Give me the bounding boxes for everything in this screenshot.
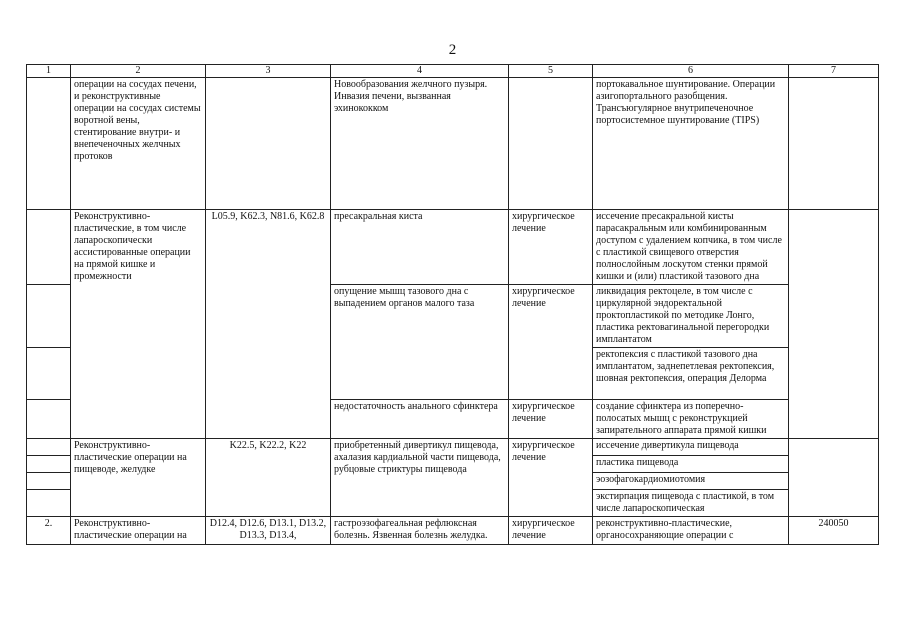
cell-diagnosis: опущение мышц тазового дна с выпадением органов малого таза	[331, 285, 509, 400]
cell-method: пластика пищевода	[593, 456, 789, 473]
cell-method: реконструктивно-пластические, органосохраняющие операции с	[593, 517, 789, 545]
cell-icd-codes: L05.9, K62.3, N81.6, K62.8	[206, 210, 331, 439]
cell-method: портокавальное шунтирование. Операции азигопортального разобщения. Трансъюгулярное внутрипеченочное портосистемное шунтирование (TIPS)	[593, 78, 789, 210]
cell-empty	[27, 456, 71, 473]
cell-norm	[789, 78, 879, 210]
cell-empty	[27, 473, 71, 490]
col-header-2: 2	[71, 65, 206, 78]
cell-norm	[789, 210, 879, 439]
cell-icd-codes	[206, 78, 331, 210]
cell-item-number: 2.	[27, 517, 71, 545]
cell-empty	[27, 285, 71, 348]
header-row	[27, 65, 879, 78]
cell-method: экстирпация пищевода с пластикой, в том числе лапароскопическая	[593, 490, 789, 517]
col-header-5: 5	[509, 65, 593, 78]
cell-norm: 240050	[789, 517, 879, 545]
cell-treatment-type	[509, 78, 593, 210]
cell-treatment-type: хирургическое лечение	[509, 439, 593, 517]
table-row	[27, 439, 879, 456]
cell-empty	[27, 400, 71, 439]
cell-method: эозофагокардиомиотомия	[593, 473, 789, 490]
cell-empty	[27, 210, 71, 285]
cell-treatment-type: хирургическое лечение	[509, 517, 593, 545]
cell-method: ликвидация ректоцеле, в том числе с циркулярной эндоректальной проктопластикой по методике Лонго, пластика ректовагинальной перегородки имплантатом	[593, 285, 789, 348]
cell-operation-group: операции на сосудах печени, и реконструктивные операции на сосудах системы воротной вены, стентирование внутри- и внепеченочных желчных протоков	[71, 78, 206, 210]
col-header-1: 1	[27, 65, 71, 78]
cell-empty	[27, 78, 71, 210]
table-row	[27, 210, 879, 285]
cell-diagnosis: приобретенный дивертикул пищевода, ахалазия кардиальной части пищевода, рубцовые стриктуры пищевода	[331, 439, 509, 517]
table-row	[27, 78, 879, 210]
cell-empty	[27, 439, 71, 456]
cell-diagnosis: недостаточность анального сфинктера	[331, 400, 509, 439]
cell-operation-group: Реконструктивно-пластические операции на	[71, 517, 206, 545]
cell-treatment-type: хирургическое лечение	[509, 285, 593, 400]
table-row	[27, 517, 879, 545]
page-number: 2	[448, 42, 457, 58]
col-header-3: 3	[206, 65, 331, 78]
col-header-6: 6	[593, 65, 789, 78]
cell-icd-codes: D12.4, D12.6, D13.1, D13.2, D13.3, D13.4,	[206, 517, 331, 545]
cell-diagnosis: пресакральная киста	[331, 210, 509, 285]
cell-treatment-type: хирургическое лечение	[509, 210, 593, 285]
cell-diagnosis: Новообразования желчного пузыря. Инвазия печени, вызванная эхинококком	[331, 78, 509, 210]
procedures-table	[26, 64, 879, 545]
cell-method: иссечение дивертикула пищевода	[593, 439, 789, 456]
cell-method: создание сфинктера из поперечно-полосатых мышц с реконструкцией запирательного аппарата прямой кишки	[593, 400, 789, 439]
cell-method: ректопексия с пластикой тазового дна имплантатом, заднепетлевая ректопексия, шовная ректопексия, операция Делорма	[593, 348, 789, 400]
cell-icd-codes: K22.5, K22.2, K22	[206, 439, 331, 517]
col-header-7: 7	[789, 65, 879, 78]
cell-diagnosis: гастроэзофагеальная рефлюксная болезнь. Язвенная болезнь желудка.	[331, 517, 509, 545]
cell-empty	[27, 490, 71, 517]
cell-empty	[27, 348, 71, 400]
cell-operation-group: Реконструктивно-пластические, в том числе лапароскопически ассистированные операции на прямой кишке и промежности	[71, 210, 206, 439]
col-header-4: 4	[331, 65, 509, 78]
cell-method: иссечение пресакральной кисты парасакральным или комбинированным доступом с удалением копчика, в том числе с пластикой свищевого отверстия полнослойным лоскутом стенки прямой кишки и (или) пластикой тазового дна	[593, 210, 789, 285]
cell-operation-group: Реконструктивно-пластические операции на пищеводе, желудке	[71, 439, 206, 517]
cell-norm	[789, 439, 879, 517]
cell-treatment-type: хирургическое лечение	[509, 400, 593, 439]
